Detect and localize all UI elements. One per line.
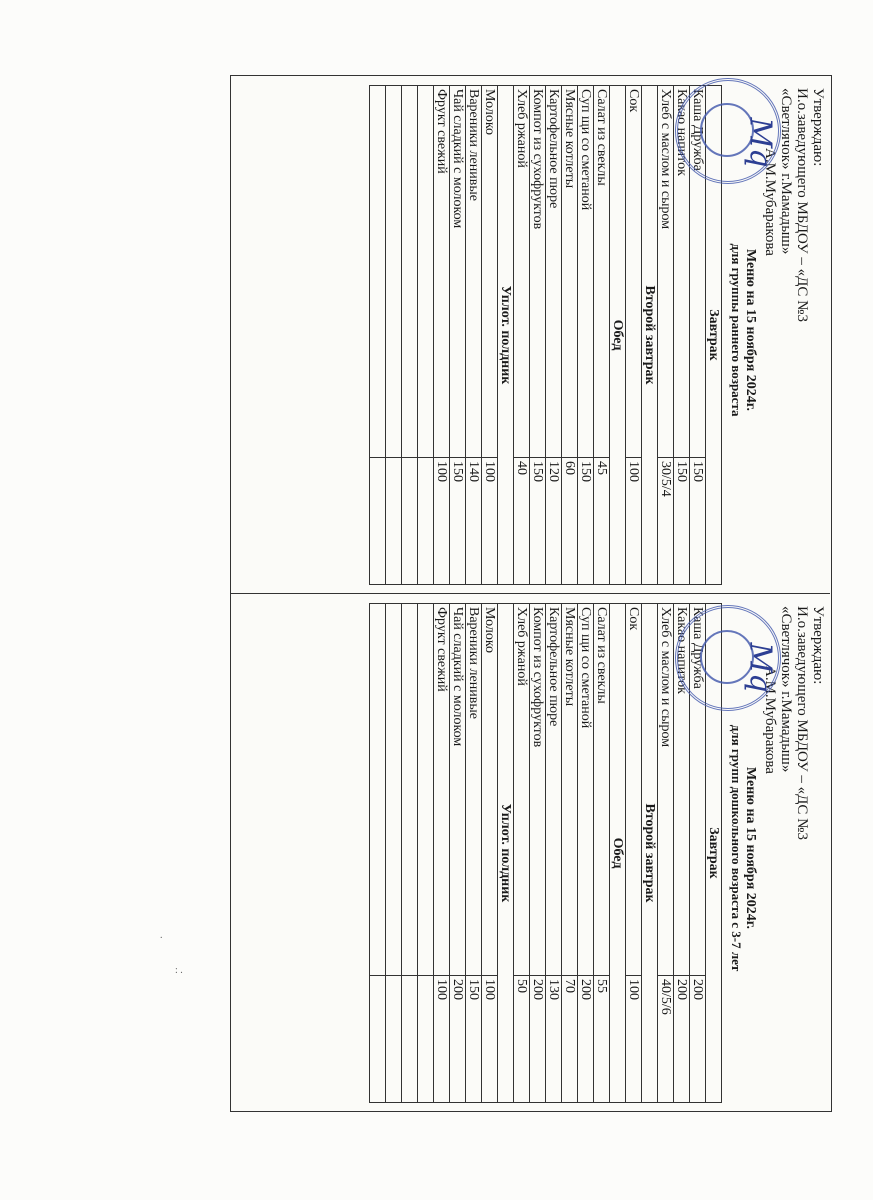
dish-qty: 130 xyxy=(546,976,562,1103)
dish-qty: 100 xyxy=(626,458,642,585)
table-row xyxy=(530,604,546,1103)
empty-row xyxy=(402,604,418,1103)
table-row xyxy=(450,604,466,1103)
table-row xyxy=(658,604,674,1103)
dish-name: Салат из свеклы xyxy=(594,604,610,976)
table-row xyxy=(482,86,498,585)
dish-qty: 100 xyxy=(434,458,450,585)
signature-mark: Mq xyxy=(742,642,778,693)
dish-name: Каша Дружба xyxy=(690,604,706,976)
empty-row xyxy=(386,86,402,585)
table-row xyxy=(466,86,482,585)
menu-table xyxy=(369,85,722,585)
dish-name: Сок xyxy=(626,86,642,458)
table-row xyxy=(546,604,562,1103)
section-snack: Уплот. полдник xyxy=(498,86,514,585)
table-row xyxy=(546,86,562,585)
approval-line1: Утверждаю: xyxy=(810,88,826,167)
empty-row xyxy=(370,86,386,585)
dish-qty: 30/5/4 xyxy=(658,458,674,585)
approval-line1: Утверждаю: xyxy=(810,606,826,685)
table-row xyxy=(530,86,546,585)
empty-cell xyxy=(386,458,402,585)
section-second-breakfast: Второй завтрак xyxy=(642,604,658,1103)
empty-cell xyxy=(370,976,386,1103)
dish-name: Хлеб с маслом и сыром xyxy=(658,86,674,458)
menu-subtitle: для группы раннего возраста xyxy=(729,243,744,417)
table-row xyxy=(594,604,610,1103)
dish-qty: 150 xyxy=(674,458,690,585)
menu-table xyxy=(369,603,722,1103)
signature-mark: Mq xyxy=(742,117,778,168)
dish-name: Сок xyxy=(626,604,642,976)
dish-qty: 100 xyxy=(482,458,498,585)
empty-row xyxy=(418,604,434,1103)
section-lunch: Обед xyxy=(610,604,626,1103)
approval-signature-name: А.М.Мубаракова xyxy=(762,666,778,774)
dish-qty: 150 xyxy=(450,458,466,585)
dish-name: Чай сладкий с молоком xyxy=(450,86,466,458)
dish-qty: 60 xyxy=(562,458,578,585)
empty-cell xyxy=(402,86,418,458)
dish-name: Молоко xyxy=(482,86,498,458)
section-row xyxy=(498,604,514,1103)
section-second-breakfast: Второй завтрак xyxy=(642,86,658,585)
dish-name: Картофельное пюре xyxy=(546,604,562,976)
dish-name: Какао напиток xyxy=(674,604,690,976)
dish-qty: 45 xyxy=(594,458,610,585)
menu-title: Меню на 15 ноября 2024г. xyxy=(743,248,758,412)
dish-name: Каша Дружба xyxy=(690,86,706,458)
dish-name: Хлеб ржаной xyxy=(514,604,530,976)
sheet-divider xyxy=(230,593,830,594)
dish-name: Фрукт свежий xyxy=(434,86,450,458)
empty-cell xyxy=(402,458,418,585)
dish-qty: 120 xyxy=(546,458,562,585)
section-snack: Уплот. полдник xyxy=(498,604,514,1103)
empty-row xyxy=(370,604,386,1103)
dish-qty: 40 xyxy=(514,458,530,585)
dish-qty: 100 xyxy=(482,976,498,1103)
empty-cell xyxy=(370,604,386,976)
dish-name: Чай сладкий с молоком xyxy=(450,604,466,976)
empty-cell xyxy=(418,458,434,585)
empty-cell xyxy=(418,976,434,1103)
dish-qty: 150 xyxy=(578,458,594,585)
table-row xyxy=(562,604,578,1103)
section-row xyxy=(498,86,514,585)
section-row xyxy=(642,86,658,585)
table-row xyxy=(562,86,578,585)
section-breakfast: Завтрак xyxy=(706,604,722,1103)
section-row xyxy=(610,604,626,1103)
dish-name: Хлеб с маслом и сыром xyxy=(658,604,674,976)
dish-name: Молоко xyxy=(482,604,498,976)
dish-qty: 50 xyxy=(514,976,530,1103)
table-row xyxy=(626,86,642,585)
dish-name: Какао напиток xyxy=(674,86,690,458)
scan-speck: . xyxy=(160,930,163,941)
approval-signature-name: А.М.Мубаракова xyxy=(762,148,778,256)
dish-qty: 150 xyxy=(690,458,706,585)
table-row xyxy=(514,604,530,1103)
empty-cell xyxy=(386,604,402,976)
table-row xyxy=(578,604,594,1103)
table-row xyxy=(578,86,594,585)
dish-qty: 55 xyxy=(594,976,610,1103)
section-row xyxy=(610,86,626,585)
dish-qty: 200 xyxy=(578,976,594,1103)
dish-qty: 100 xyxy=(434,976,450,1103)
dish-name: Суп щи со сметаной xyxy=(578,604,594,976)
empty-cell xyxy=(386,86,402,458)
empty-cell xyxy=(370,86,386,458)
table-row xyxy=(434,604,450,1103)
approval-line2: И.о.заведующего МБДОУ – «ДС №3 xyxy=(794,88,810,322)
table-row xyxy=(482,604,498,1103)
dish-name: Фрукт свежий xyxy=(434,604,450,976)
dish-name: Картофельное пюре xyxy=(546,86,562,458)
table-row xyxy=(450,86,466,585)
empty-cell xyxy=(402,976,418,1103)
table-row xyxy=(626,604,642,1103)
table-row xyxy=(594,86,610,585)
dish-name: Хлеб ржаной xyxy=(514,86,530,458)
dish-name: Мясные котлеты xyxy=(562,604,578,976)
dish-name: Мясные котлеты xyxy=(562,86,578,458)
section-breakfast: Завтрак xyxy=(706,86,722,585)
dish-qty: 100 xyxy=(626,976,642,1103)
empty-cell xyxy=(418,86,434,458)
table-row xyxy=(434,86,450,585)
table-row xyxy=(466,604,482,1103)
scan-speck: : . xyxy=(175,965,183,976)
menu-subtitle: для групп дошкольного возраста с 3-7 лет xyxy=(729,724,744,972)
empty-row xyxy=(402,86,418,585)
dish-name: Салат из свеклы xyxy=(594,86,610,458)
table-row xyxy=(658,86,674,585)
dish-qty: 200 xyxy=(530,976,546,1103)
dish-qty: 70 xyxy=(562,976,578,1103)
empty-cell xyxy=(370,458,386,585)
dish-name: Вареники ленивые xyxy=(466,604,482,976)
empty-cell xyxy=(402,604,418,976)
table-row xyxy=(514,86,530,585)
empty-cell xyxy=(386,976,402,1103)
approval-line3: «Светлячок» г.Мамадыш» xyxy=(778,88,794,255)
dish-qty: 200 xyxy=(450,976,466,1103)
dish-qty: 200 xyxy=(674,976,690,1103)
dish-qty: 150 xyxy=(466,976,482,1103)
section-row xyxy=(642,604,658,1103)
dish-qty: 140 xyxy=(466,458,482,585)
empty-row xyxy=(418,86,434,585)
dish-qty: 40/5/6 xyxy=(658,976,674,1103)
menu-title: Меню на 15 ноября 2024г. xyxy=(743,766,758,930)
dish-qty: 150 xyxy=(530,458,546,585)
dish-name: Компот из сухофруктов xyxy=(530,86,546,458)
dish-name: Суп щи со сметаной xyxy=(578,86,594,458)
empty-row xyxy=(386,604,402,1103)
dish-name: Компот из сухофруктов xyxy=(530,604,546,976)
empty-cell xyxy=(418,604,434,976)
section-lunch: Обед xyxy=(610,86,626,585)
dish-name: Вареники ленивые xyxy=(466,86,482,458)
approval-line2: И.о.заведующего МБДОУ – «ДС №3 xyxy=(794,606,810,840)
approval-line3: «Светлячок» г.Мамадыш» xyxy=(778,606,794,773)
dish-qty: 200 xyxy=(690,976,706,1103)
